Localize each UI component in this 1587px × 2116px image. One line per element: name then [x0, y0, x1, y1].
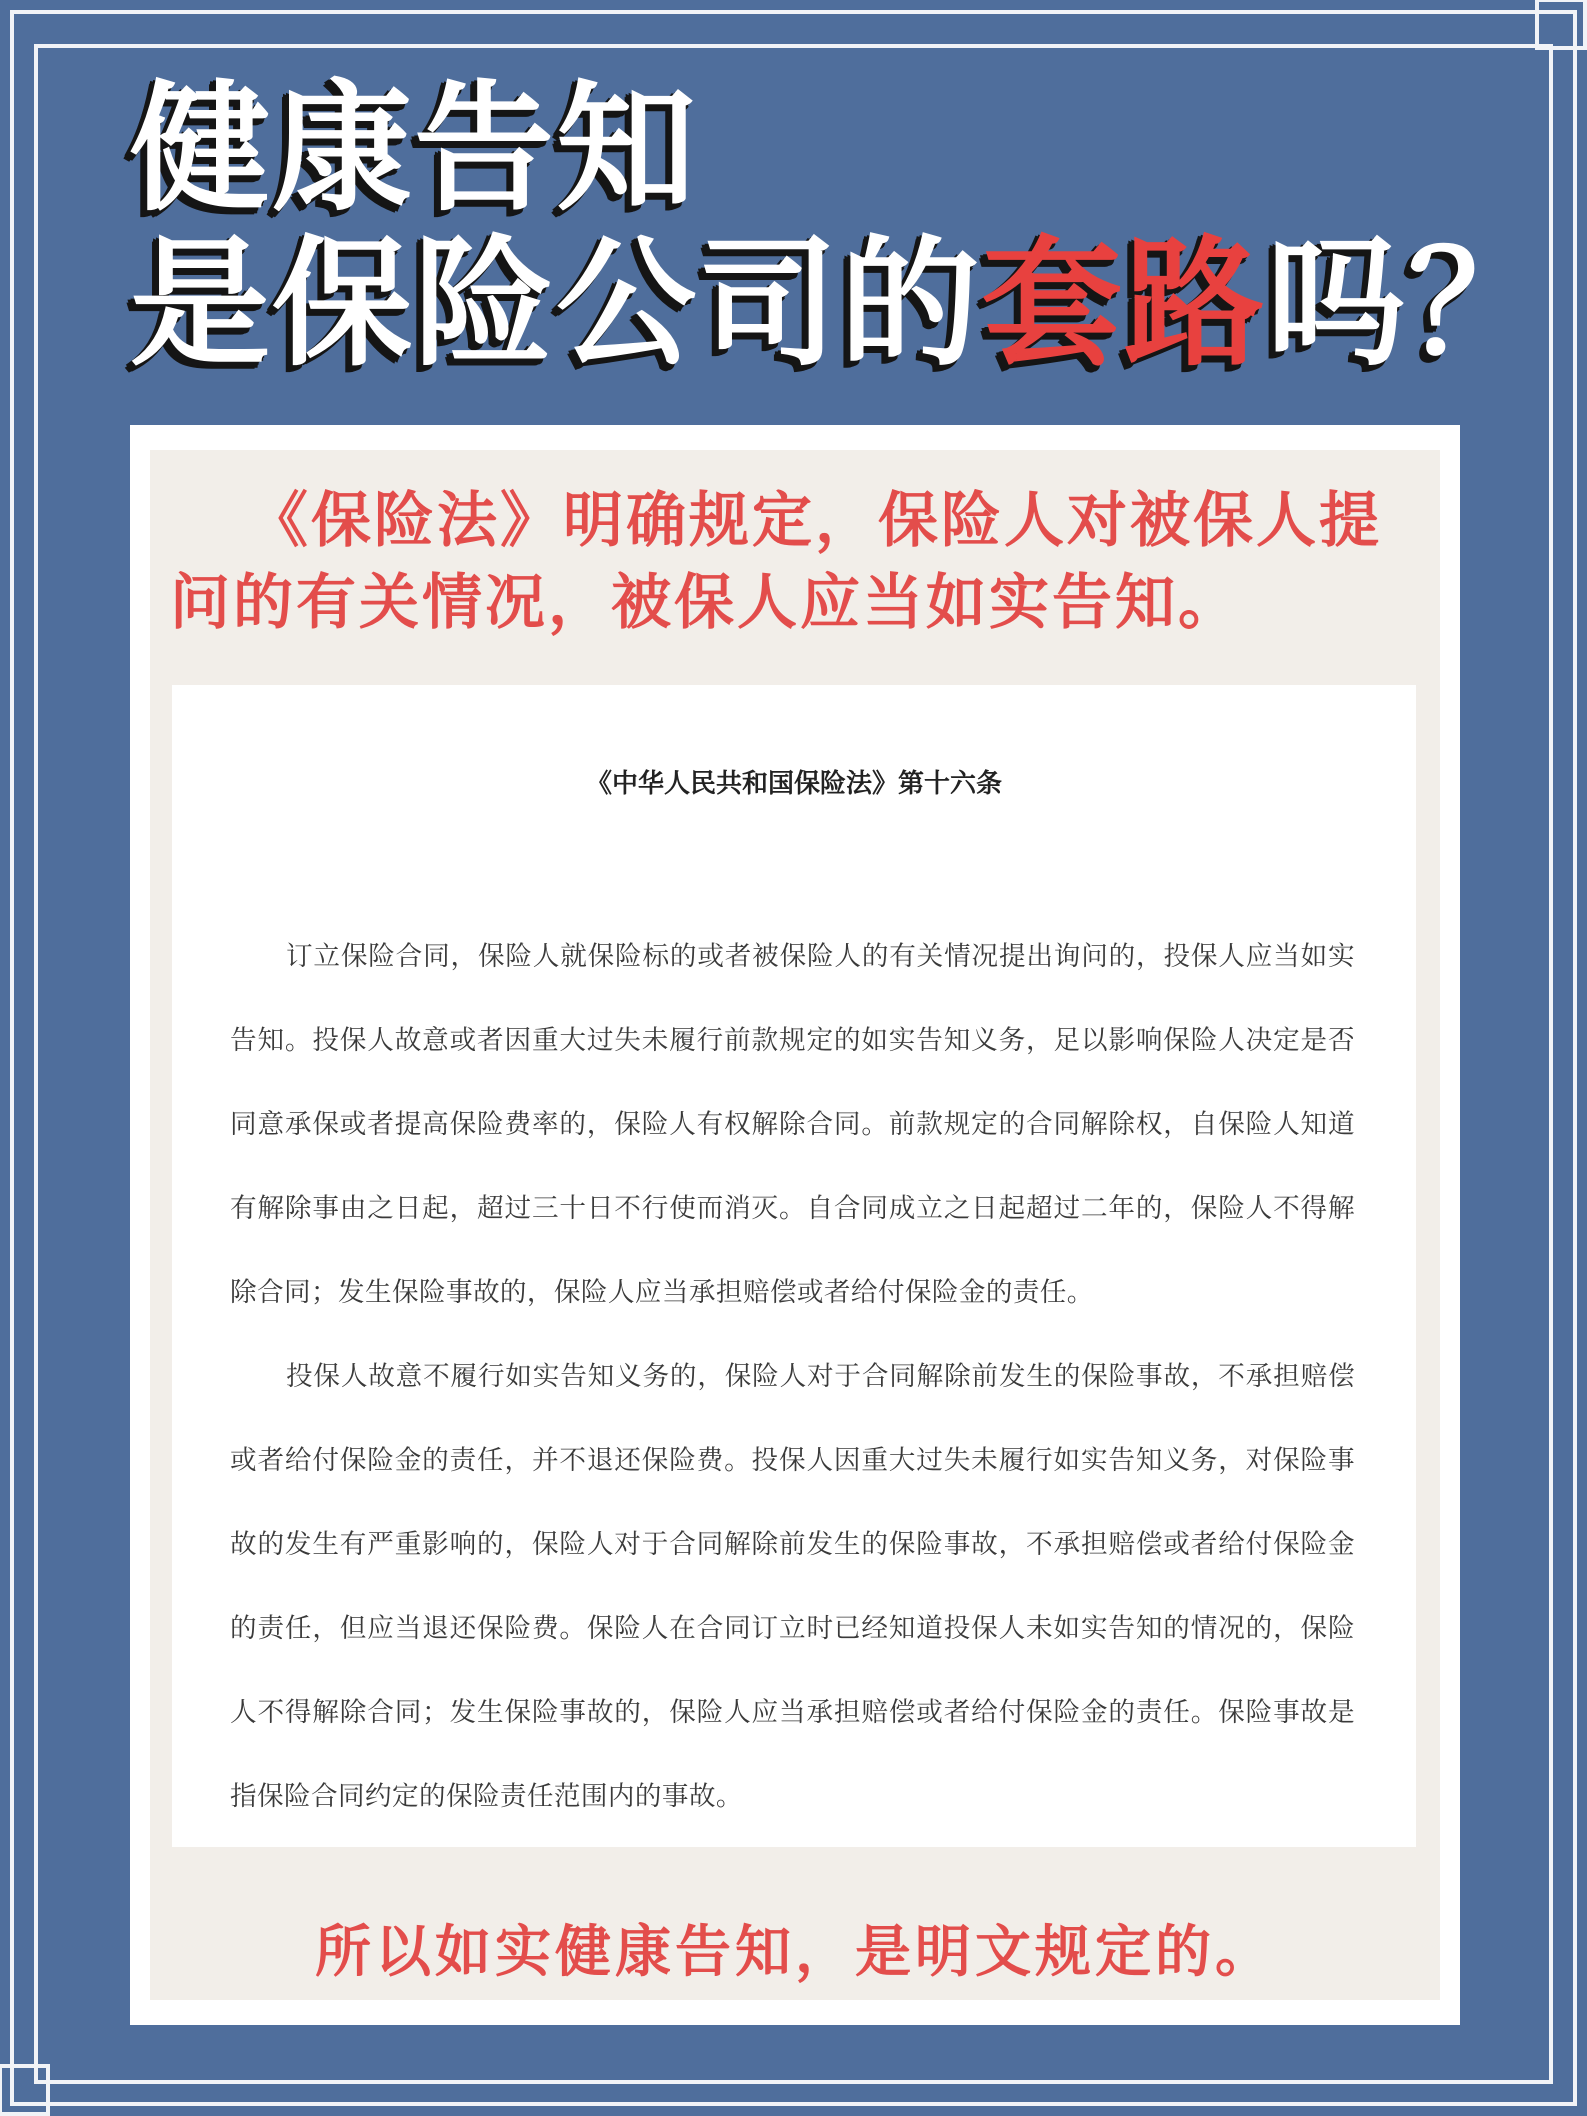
title-accent-word: 套路 — [982, 223, 1267, 386]
content-panel — [150, 450, 1440, 2000]
law-paragraph-2: 投保人故意不履行如实告知义务的，保险人对于合同解除前发生的保险事故，不承担赔偿或者给付保险金的责任，并不退还保险费。投保人因重大过失未履行如实告知义务，对保险事故的发生有严重影响的，保险人对于合同解除前发生的保险事故，不承担赔偿或者给付保险金的责任，但应当退还保险费。保险人在合同订立时已经知道投保人未如实告知的情况的，保险人不得解除合同；发生保险事故的，保险人应当承担赔偿或者给付保险金的责任。保险事故是指保险合同约定的保险责任范围内的事故。 — [230, 1361, 1355, 1812]
law-document-body — [230, 915, 1355, 1839]
conclusion-statement: 所以如实健康告知，是明文规定的。 — [315, 1920, 1275, 1985]
title-line-2-prefix: 是保险公司的 — [130, 223, 983, 386]
title-line-2 — [130, 223, 1551, 386]
law-document — [172, 685, 1416, 1847]
title-line-2-suffix: 吗？ — [1266, 223, 1551, 386]
intro-statement: 《保险法》明确规定，保险人对被保人提问的有关情况，被保人应当如实告知。 — [170, 486, 1382, 638]
law-paragraph-1: 订立保险合同，保险人就保险标的或者被保险人的有关情况提出询问的，投保人应当如实告知。投保人故意或者因重大过失未履行前款规定的如实告知义务，足以影响保险人决定是否同意承保或者提高保险费率的，保险人有权解除合同。前款规定的合同解除权，自保险人知道有解除事由之日起，超过三十日不行使而消灭。自合同成立之日起超过二年的，保险人不得解除合同；发生保险事故的，保险人应当承担赔偿或者给付保险金的责任。 — [230, 941, 1355, 1308]
page-title — [130, 68, 1551, 386]
content-card — [130, 425, 1460, 2025]
corner-ornament-top-right — [1535, 0, 1587, 50]
law-document-heading: 《中华人民共和国保险法》第十六条 — [585, 769, 1002, 799]
corner-ornament-bottom-left — [0, 2064, 50, 2116]
title-line-1: 健康告知 — [130, 68, 699, 231]
